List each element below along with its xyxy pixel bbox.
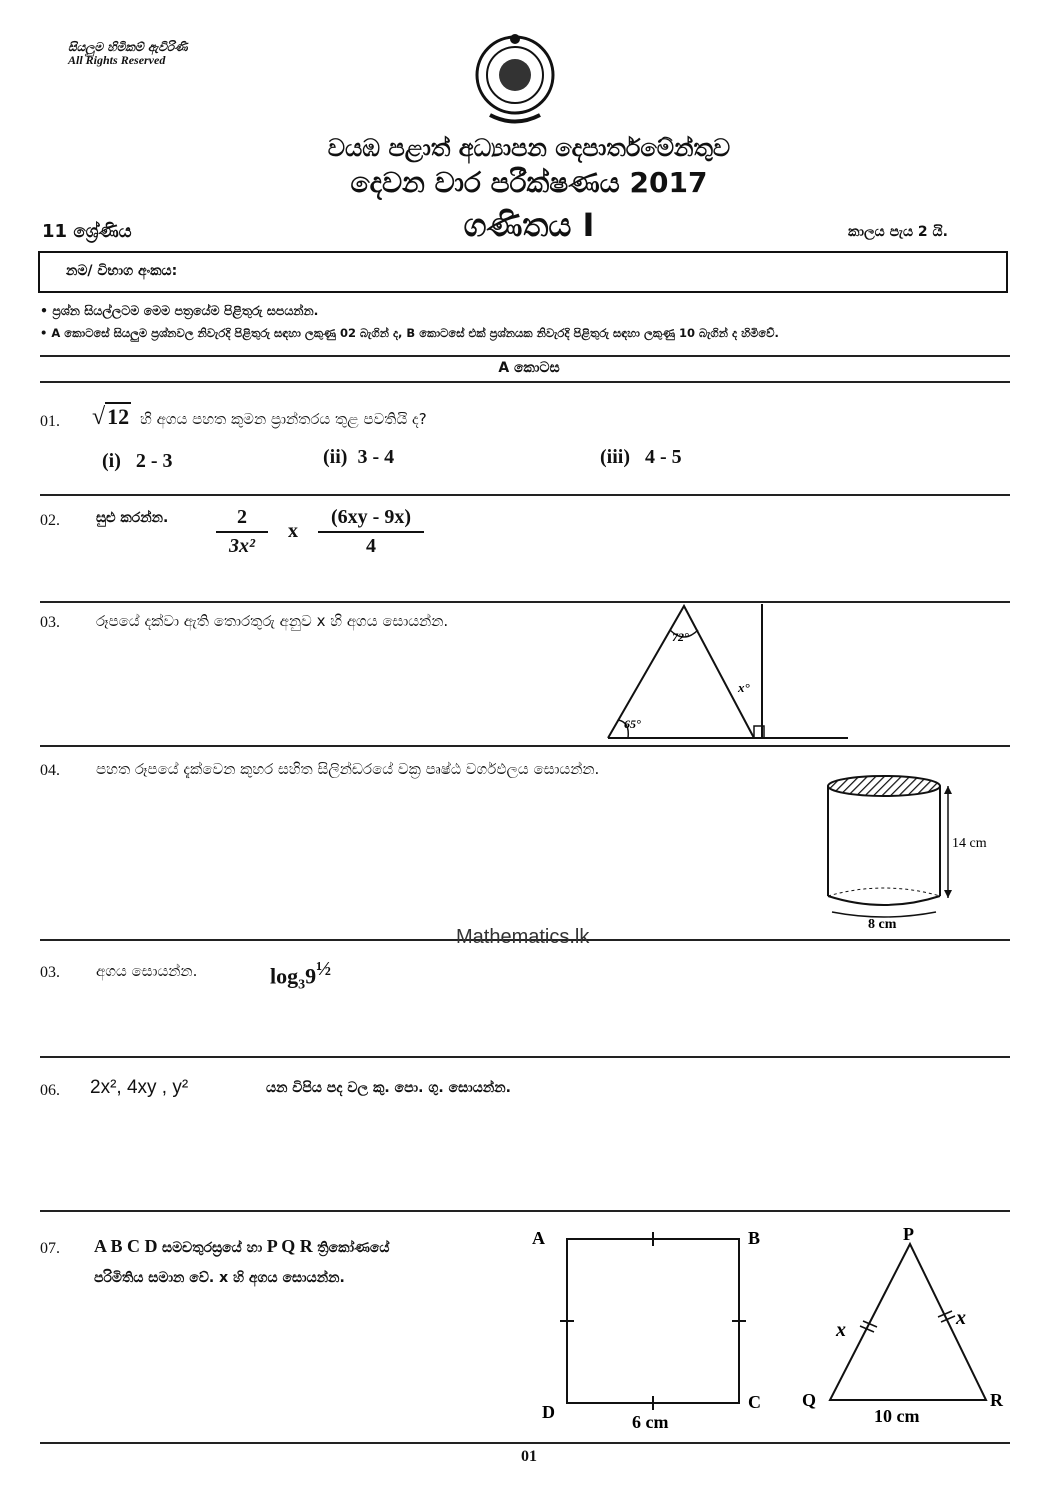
divider [40,355,1010,357]
name-box [38,251,1008,293]
grade-label: 11 ශ්‍රේණිය [42,221,132,242]
q4-height-label: 14 cm [952,836,987,851]
q1-text: හි අගය පහත කුමන ප්‍රාන්තරය තුළ පවතියි ද? [140,410,427,428]
q7-number: 07. [40,1240,60,1257]
square-side-label: 6 cm [632,1412,669,1432]
divider [40,1056,1010,1058]
instruction-2: • A කොටසේ සියලුම ප්‍රශ්නවල නිවැරදි පිළිතුරු සඳහා ලකුණු 02 බැගින් ද, B කොටසේ එක් ප්‍රශ්නයක නිවැරදි පිළිතුරු සඳහා ලකුණු 10 බැගින් ද හිමිවේ. [40,326,779,340]
q3-angle-top: 72° [672,630,689,644]
triangle-side-right: x [956,1307,966,1329]
q5-text: අගය සොයන්න. [96,962,198,980]
q4-number: 04. [40,762,60,779]
divider [40,494,1010,496]
q7-line-2: පරිමිතිය සමාන වේ. x හි අගය සොයන්න. [94,1270,345,1286]
square-vertex-a: A [532,1228,545,1248]
q6-text: යන විපිය පද වල කු. පො. ගු. සොයන්න. [266,1080,511,1096]
q2-text: සුළු කරන්න. [96,510,169,526]
q4-text: පහත රූපයේ දැක්වෙන කුහර සහිත සිලින්ඩරයේ වක්‍ර පෘෂ්ඨ වර්ගඵලය සොයන්න. [96,760,600,778]
square-vertex-c: C [748,1392,761,1412]
divider [40,745,1010,747]
q1-radicand: 12 [107,404,130,429]
q5-log-expression: $\log_39^{\frac{1}{2}}$ [270,958,332,993]
q7-triangle-figure [800,1222,1020,1432]
q6-terms: 2x², 4xy , y² [90,1077,189,1098]
q7-line-1: A B C D සමචතුරස්‍රයේ හා P Q R ත්‍රිකෝණයේ [94,1236,390,1256]
q3-angle-x: x° [738,680,750,695]
divider [40,1210,1010,1212]
q3-triangle-figure [600,600,850,745]
q3-number: 03. [40,614,60,631]
q2-fraction-2: (6xy - 9x) 4 [318,506,424,558]
divider [40,601,1010,603]
q2-fraction-1: 2 3x² [216,506,268,558]
q1-sqrt: √12 [92,404,130,430]
triangle-vertex-r: R [990,1390,1003,1410]
page-number: 01 [521,1448,537,1465]
q4-cylinder-figure [820,772,1040,934]
divider [40,1442,1010,1444]
q1-number: 01. [40,413,60,430]
q5-number: 03. [40,964,60,981]
triangle-base-label: 10 cm [874,1406,920,1426]
department-title: වයඹ පළාත් අධ්‍යාපන දෙපාර්තමේන්තුව [327,134,731,162]
q1-option-1: (i) 2 - 3 [102,450,173,472]
q4-diameter-label: 8 cm [868,917,897,932]
triangle-vertex-q: Q [802,1390,817,1410]
q2-times: x [288,520,298,542]
q3-text: රූපයේ දක්වා ඇති තොරතුරු අනුව x හි අගය සොයන්න. [96,612,449,630]
square-vertex-d: D [542,1402,555,1422]
name-box-label: නම/ විභාග අංකය: [66,263,178,279]
q6-number: 06. [40,1082,60,1099]
q1-option-2: (ii) 3 - 4 [323,446,395,468]
triangle-side-left: x [836,1319,846,1341]
triangle-vertex-p: P [903,1224,914,1244]
section-title: A කොටස [498,360,560,376]
instruction-1: • ප්‍රශ්න සියල්ලටම මෙම පත්‍රයේම පිළිතුරු සපයන්න. [40,303,319,318]
crest-logo [470,30,560,130]
rights-reserved: All Rights Reserved [68,53,166,67]
divider [40,381,1010,383]
q3-angle-bottom: 65° [624,717,641,731]
rights-reserved-sinhala: සියලුම හිමිකම් ඇවිරිණි [68,40,188,54]
q2-number: 02. [40,512,60,529]
q1-option-3: (iii) 4 - 5 [600,446,682,468]
q7-square-figure [520,1222,780,1432]
time-label: කාලය පැය 2 යි. [848,224,948,240]
square-vertex-b: B [748,1228,761,1248]
watermark: Mathematics.lk [456,926,590,948]
subject-title: ගණිතය I [463,206,595,244]
exam-title: දෙවන වාර පරීක්ෂණය 2017 [350,166,708,199]
